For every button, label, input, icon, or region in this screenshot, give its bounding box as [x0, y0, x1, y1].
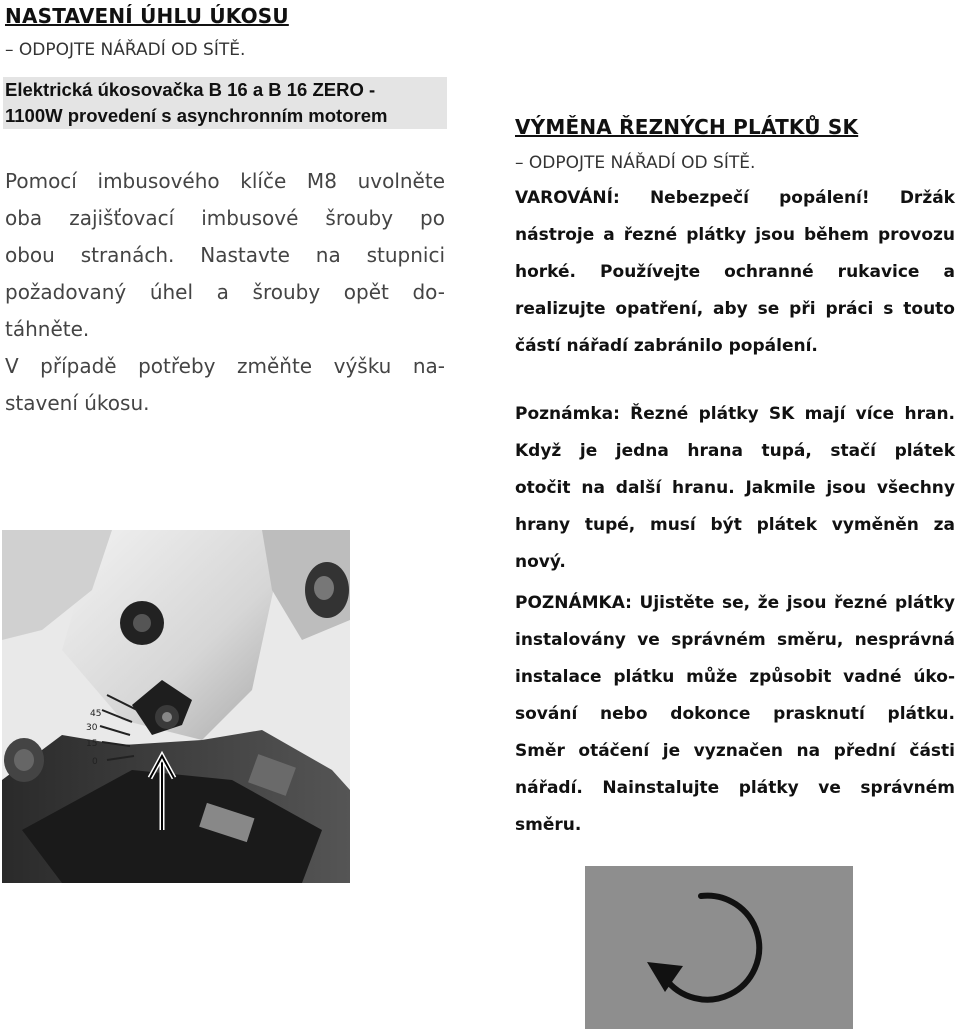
note-line: hrany tupé, musí být plátek vyměněn za	[515, 515, 955, 535]
note-line: Poznámka: Řezné plátky SK mají více hran.	[515, 404, 955, 424]
bevel-unplug-note: – ODPOJTE NÁŘADÍ OD SÍTĚ.	[5, 40, 246, 60]
note2-line: instalovány ve správném směru, nesprávná	[515, 630, 955, 650]
note-line: nový.	[515, 552, 566, 572]
bevel-instructions	[5, 163, 445, 422]
scale-mark: 0	[92, 757, 98, 767]
note2-line: instalace plátku může způsobit vadné úko-	[515, 667, 955, 687]
warning-line: částí nářadí zabránilo popálení.	[515, 336, 818, 356]
model-line: Elektrická úkosovačka B 16 a B 16 ZERO -	[3, 77, 447, 103]
note-line: otočit na další hranu. Jakmile jsou všechny	[515, 478, 955, 498]
note-paragraph	[515, 396, 955, 581]
instruction-line: obou stranách. Nastavte na stupnici	[5, 243, 445, 267]
note2-line: nářadí. Nainstalujte plátky ve správném	[515, 778, 955, 798]
rotation-direction-image	[585, 866, 853, 1029]
rotation-arrow-icon	[585, 866, 853, 1029]
note-line: Když je jedna hrana tupá, stačí plátek	[515, 441, 955, 461]
warning-line: nástroje a řezné plátky jsou během provozu	[515, 225, 955, 245]
bevel-adjust-photo	[2, 530, 350, 883]
instruction-line: oba zajišťovací imbusové šrouby po	[5, 206, 445, 230]
scale-mark: 30	[86, 723, 98, 733]
model-description	[3, 77, 447, 129]
note2-line: POZNÁMKA: Ujistěte se, že jsou řezné plátky	[515, 593, 955, 613]
blade-change-title: VÝMĚNA ŘEZNÝCH PLÁTKŮ SK	[515, 115, 859, 139]
scale-mark: 45	[90, 709, 102, 719]
instruction-line: stavení úkosu.	[5, 391, 150, 415]
note2-line: Směr otáčení je vyznačen na přední části	[515, 741, 955, 761]
instruction-line: Pomocí imbusového klíče M8 uvolněte	[5, 169, 445, 193]
note2-paragraph	[515, 585, 955, 844]
note2-line: sování nebo dokonce prasknutí plátku.	[515, 704, 955, 724]
warning-line: horké. Používejte ochranné rukavice a	[515, 262, 955, 282]
scale-mark: 15	[86, 739, 98, 749]
instruction-line: požadovaný úhel a šrouby opět do-	[5, 280, 445, 304]
instruction-line: V případě potřeby změňte výšku na-	[5, 354, 445, 378]
warning-paragraph	[515, 180, 955, 365]
note2-line: směru.	[515, 815, 582, 835]
warning-line: realizujte opatření, aby se při práci s touto	[515, 299, 955, 319]
bevel-title: NASTAVENÍ ÚHLU ÚKOSU	[5, 4, 289, 28]
model-line: 1100W provedení s asynchronním motorem	[3, 103, 447, 129]
warning-line: VAROVÁNÍ: Nebezpečí popálení! Držák	[515, 188, 955, 208]
blade-unplug-note: – ODPOJTE NÁŘADÍ OD SÍTĚ.	[515, 153, 756, 173]
instruction-line: táhněte.	[5, 317, 90, 341]
